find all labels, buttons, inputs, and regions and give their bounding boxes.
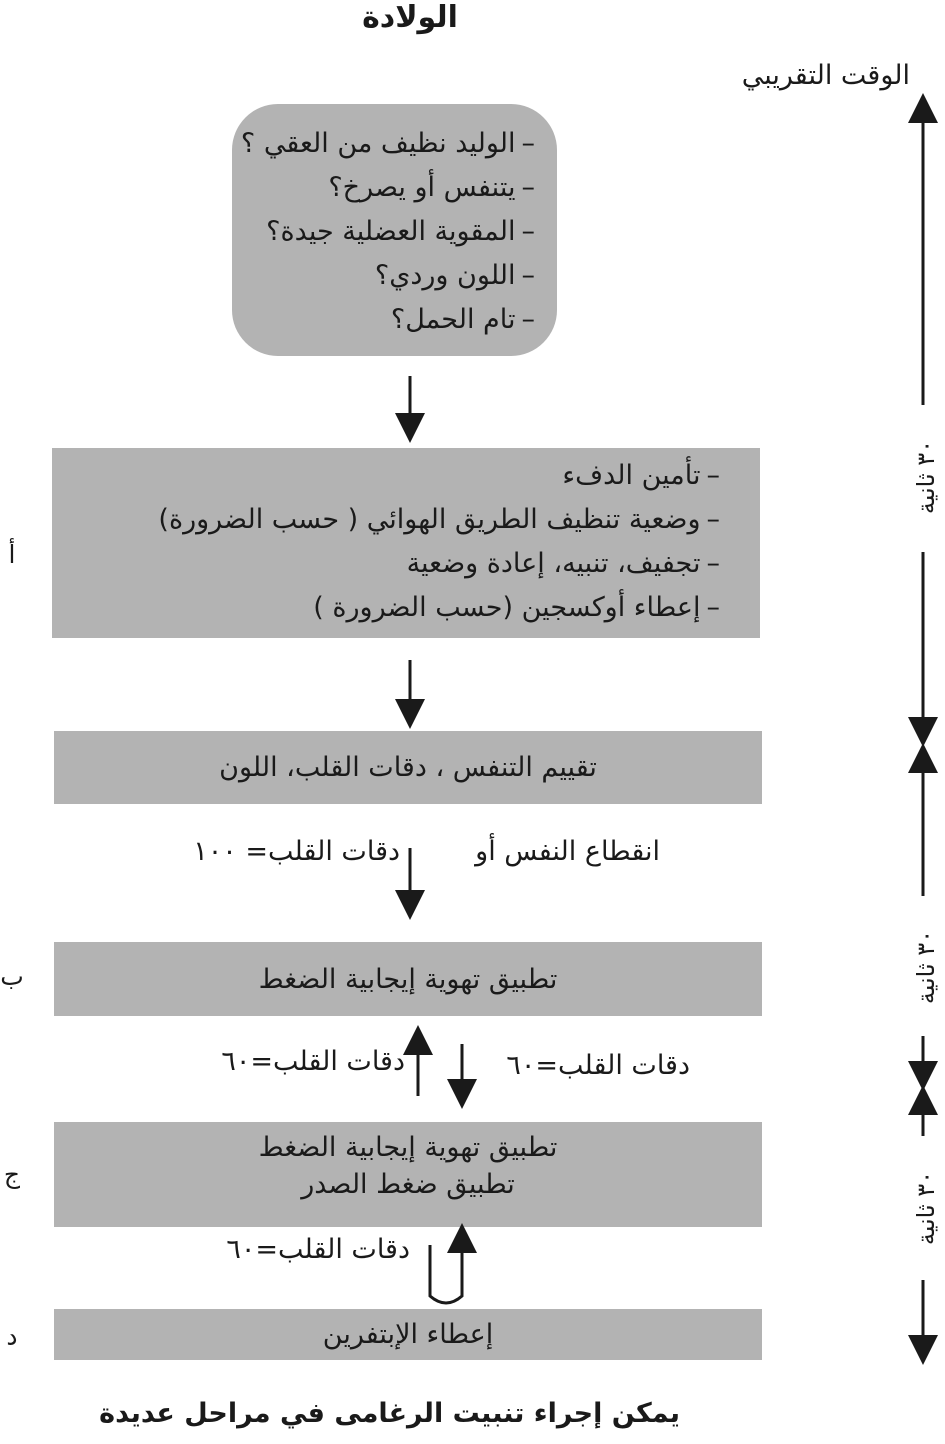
list-item: –المقوية العضلية جيدة؟	[266, 216, 535, 247]
time-segment-3: ٣٠ ثانية	[912, 1170, 940, 1246]
time-segment-1: ٣٠ ثانية	[912, 439, 940, 515]
step-b-letter: ب	[0, 962, 24, 991]
step-d-box: إعطاء الإبتفرين	[54, 1309, 762, 1360]
condition-b-right: انقطاع النفس أو	[475, 836, 660, 867]
step-a-letter: أ	[8, 540, 16, 569]
condition-c-up: دقات القلب=٦٠	[221, 1046, 405, 1077]
evaluate-box: تقييم التنفس ، دقات القلب، اللون	[54, 731, 762, 804]
list-item: –اللون وردي؟	[374, 260, 535, 291]
step-c-line2: تطبيق ضغط الصدر	[301, 1169, 515, 1200]
condition-d: دقات القلب=٦٠	[226, 1234, 410, 1265]
list-item: –يتنفس أو يصرخ؟	[328, 172, 535, 203]
page-title: الولادة	[362, 0, 458, 35]
step-d-letter: د	[6, 1322, 18, 1351]
list-item: –إعطاء أوكسجين (حسب الضرورة )	[313, 592, 720, 623]
list-item: –وضعية تنظيف الطريق الهوائي ( حسب الضرورة)	[158, 504, 720, 535]
timeline-label: الوقت التقريبي	[741, 60, 910, 91]
list-item: –الوليد نظيف من العقي ؟	[240, 128, 535, 159]
list-item: –تام الحمل؟	[390, 304, 535, 335]
loop-arrow	[430, 1238, 462, 1303]
condition-b-left: دقات القلب= ١٠٠	[193, 836, 400, 867]
footer-note: يمكن إجراء تنبيت الرغامى في مراحل عديدة	[99, 1398, 680, 1429]
condition-c-down: دقات القلب=٦٠	[506, 1050, 690, 1081]
list-item: –تجفيف، تنبيه، إعادة وضعية	[406, 548, 720, 579]
step-c-line1: تطبيق تهوية إيجابية الضغط	[258, 1132, 558, 1163]
step-c-letter: ج	[3, 1160, 21, 1189]
step-b-box: تطبيق تهوية إيجابية الضغط	[54, 942, 762, 1016]
time-segment-2: ٣٠ ثانية	[912, 929, 940, 1005]
list-item: –تأمين الدفء	[562, 460, 720, 491]
